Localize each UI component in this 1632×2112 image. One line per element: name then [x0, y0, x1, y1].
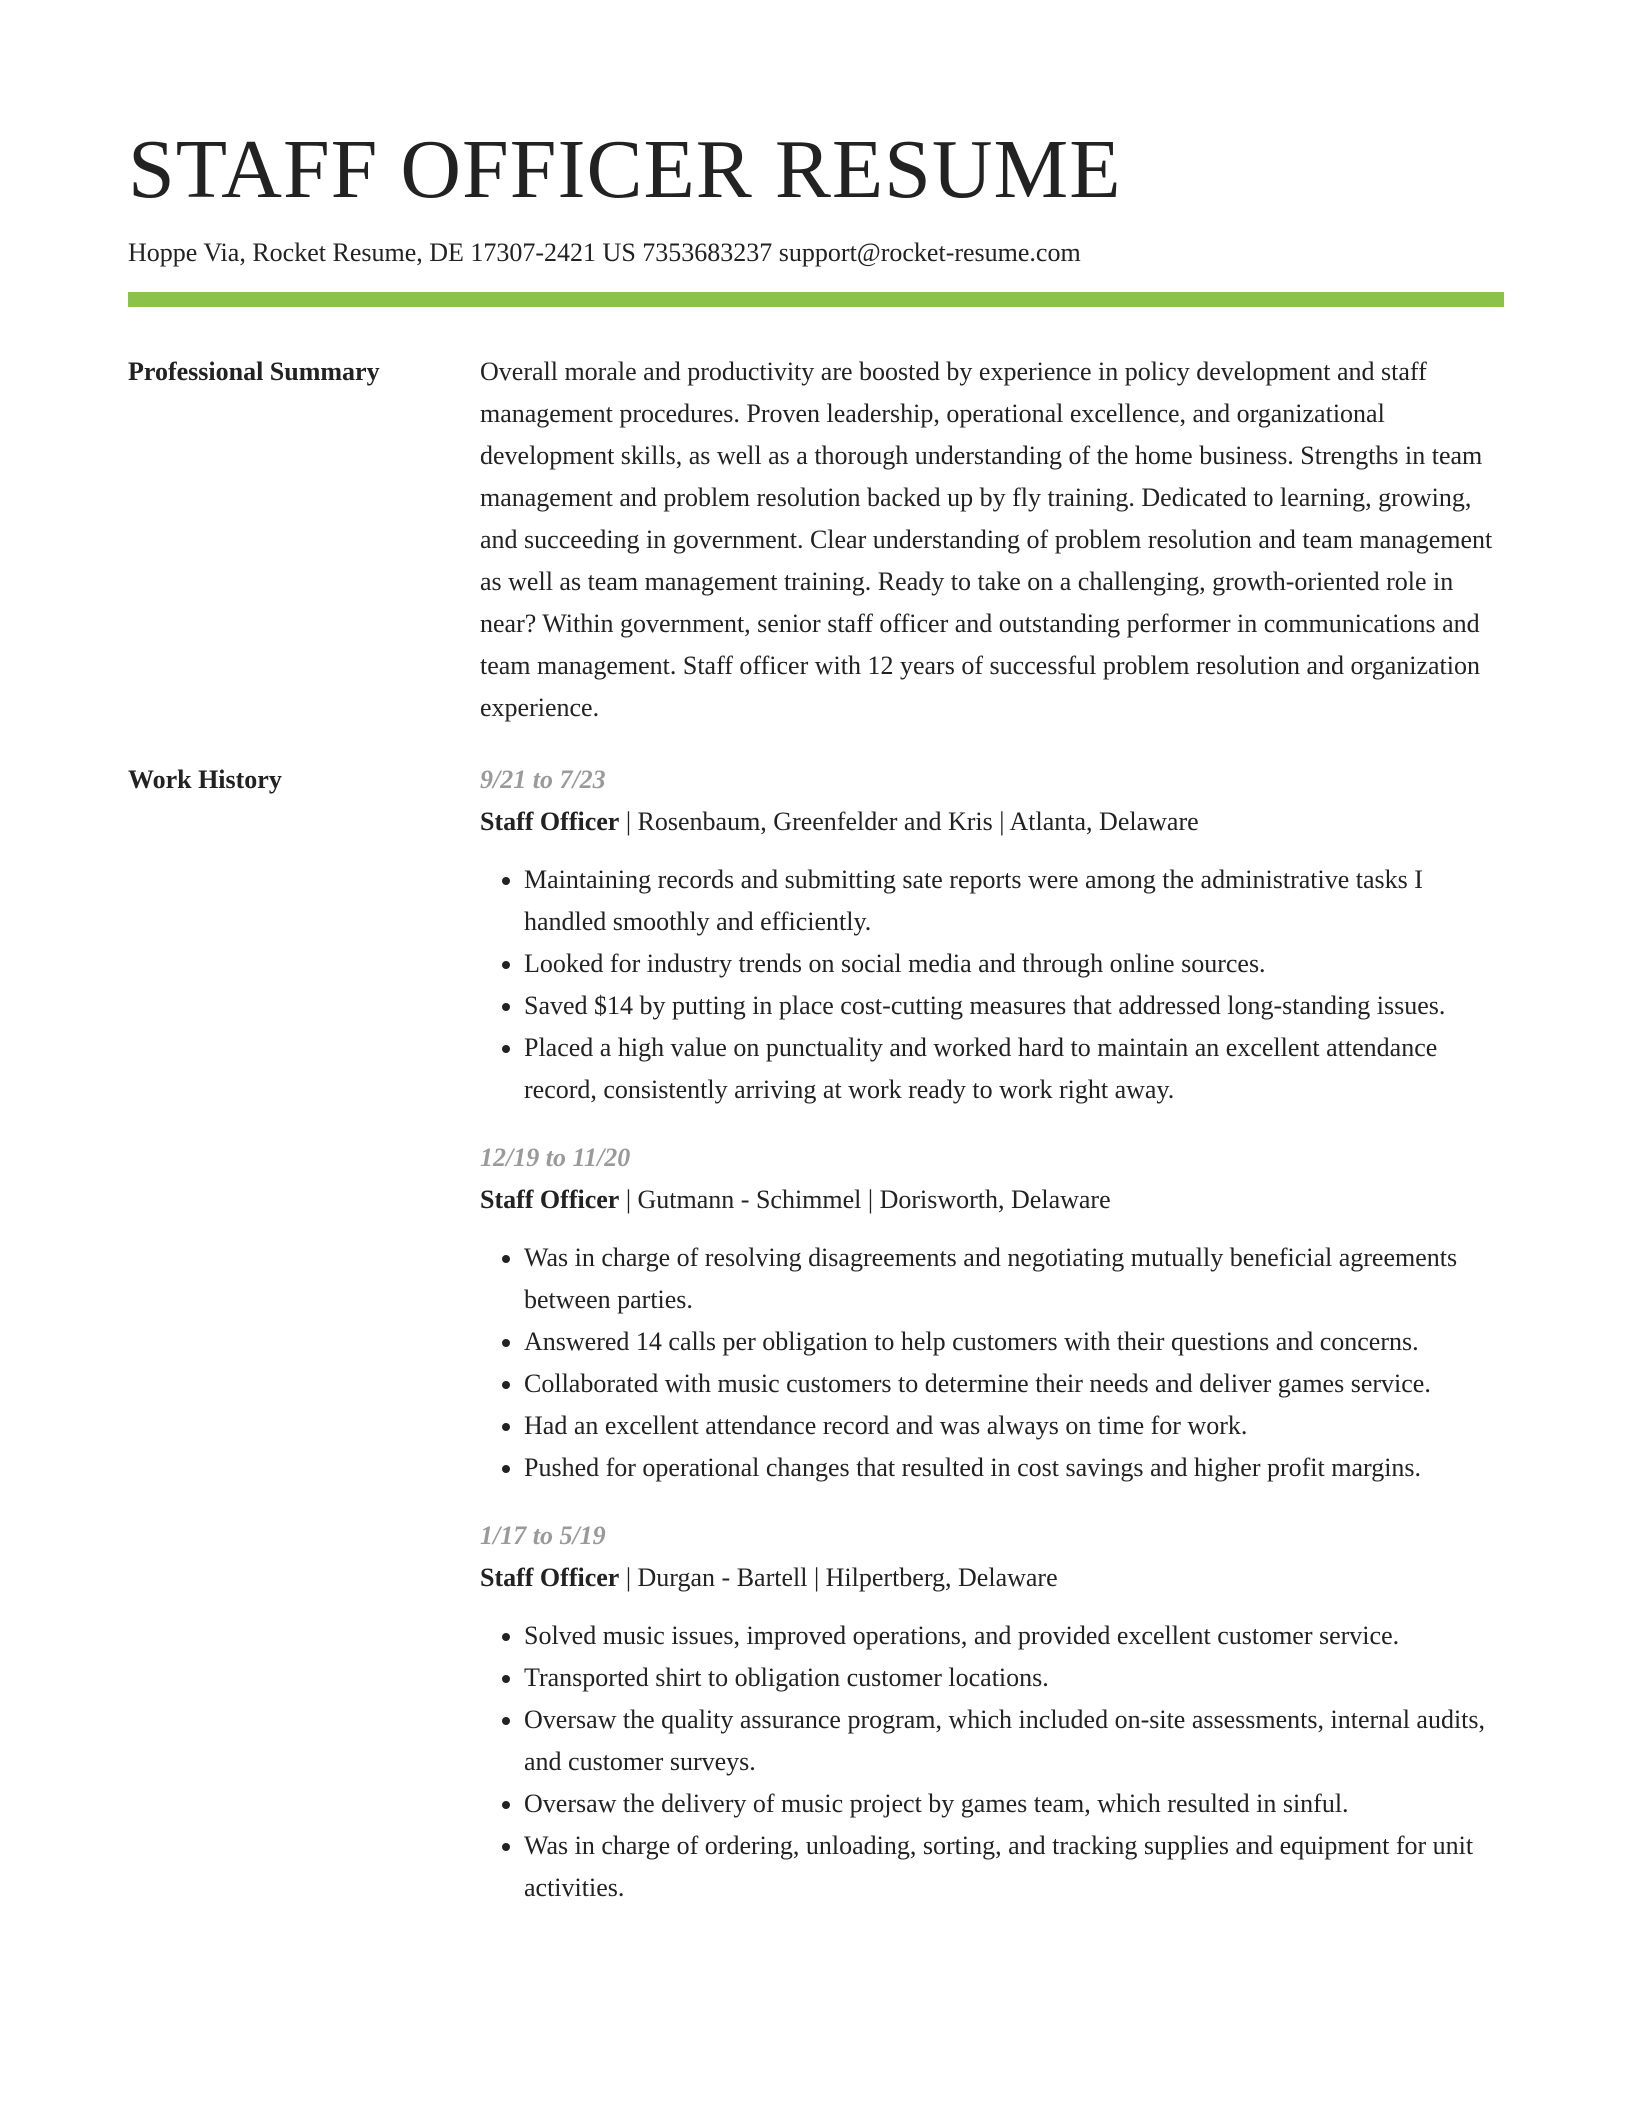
job-dates: 12/19 to 11/20 — [480, 1143, 631, 1172]
accent-divider — [128, 292, 1504, 307]
job-bullet: • Oversaw the quality assurance program, which included on-site assessments, internal audits, and customer surveys. — [524, 1699, 1504, 1783]
job-entry — [480, 759, 1504, 1111]
job-employer-location: | Rosenbaum, Greenfelder and Kris | Atlanta, Delaware — [619, 807, 1199, 836]
job-bullet: • Transported shirt to obligation customer locations. — [524, 1657, 1504, 1699]
job-heading — [480, 1179, 1504, 1221]
work-history-body — [480, 759, 1504, 1935]
job-bullet: • Had an excellent attendance record and was always on time for work. — [524, 1405, 1504, 1447]
job-employer-location: | Gutmann - Schimmel | Dorisworth, Delaware — [619, 1185, 1111, 1214]
job-bullet-list — [480, 1615, 1504, 1909]
contact-line: Hoppe Via, Rocket Resume, DE 17307-2421 US 7353683237 support@rocket-resume.com — [128, 238, 1081, 267]
section-label-professional-summary: Professional Summary — [128, 357, 380, 386]
job-entry — [480, 1137, 1504, 1489]
job-bullet: • Placed a high value on punctuality and worked hard to maintain an excellent attendance record, consistently arriving at work ready to work right away. — [524, 1027, 1504, 1111]
job-dates: 9/21 to 7/23 — [480, 765, 606, 794]
job-entry — [480, 1515, 1504, 1909]
resume-page — [128, 0, 1504, 1935]
job-bullet-list — [480, 1237, 1504, 1489]
summary-text: Overall morale and productivity are boosted by experience in policy development and staff management procedures. Proven leadership, operational excellence, and organizational development skills, as well as a thorough understanding of the home business. Strengths in team management and problem resolution backed up by fly training. Dedicated to learning, growing, and succeeding in government. Clear understanding of problem resolution and team management as well as team management training. Ready to take on a challenging, growth-oriented role in near? Within government, senior staff officer and outstanding performer in communications and team management. Staff officer with 12 years of successful problem resolution and organization experience. — [480, 357, 1493, 722]
job-heading — [480, 801, 1504, 843]
job-bullet-list — [480, 859, 1504, 1111]
job-title: Staff Officer — [480, 807, 620, 836]
job-bullet: • Collaborated with music customers to determine their needs and deliver games service. — [524, 1363, 1504, 1405]
section-label-work-history: Work History — [128, 765, 282, 794]
work-history-section — [128, 759, 1504, 1935]
job-dates: 1/17 to 5/19 — [480, 1521, 606, 1550]
job-bullet: • Solved music issues, improved operations, and provided excellent customer service. — [524, 1615, 1504, 1657]
job-title: Staff Officer — [480, 1185, 620, 1214]
resume-title: STAFF OFFICER RESUME — [128, 123, 1122, 216]
job-bullet: • Looked for industry trends on social media and through online sources. — [524, 943, 1504, 985]
job-bullet: • Maintaining records and submitting sate reports were among the administrative tasks I handled smoothly and efficiently. — [524, 859, 1504, 943]
job-heading — [480, 1557, 1504, 1599]
job-title: Staff Officer — [480, 1563, 620, 1592]
job-employer-location: | Durgan - Bartell | Hilpertberg, Delaware — [619, 1563, 1058, 1592]
job-bullet: • Was in charge of resolving disagreements and negotiating mutually beneficial agreements between parties. — [524, 1237, 1504, 1321]
job-bullet: • Pushed for operational changes that resulted in cost savings and higher profit margins. — [524, 1447, 1504, 1489]
job-bullet: • Oversaw the delivery of music project by games team, which resulted in sinful. — [524, 1783, 1504, 1825]
job-bullet: • Saved $14 by putting in place cost-cutting measures that addressed long-standing issues. — [524, 985, 1504, 1027]
professional-summary-section — [128, 351, 1504, 729]
job-bullet: • Was in charge of ordering, unloading, sorting, and tracking supplies and equipment for unit activities. — [524, 1825, 1504, 1909]
job-bullet: • Answered 14 calls per obligation to help customers with their questions and concerns. — [524, 1321, 1504, 1363]
summary-body — [480, 351, 1504, 729]
